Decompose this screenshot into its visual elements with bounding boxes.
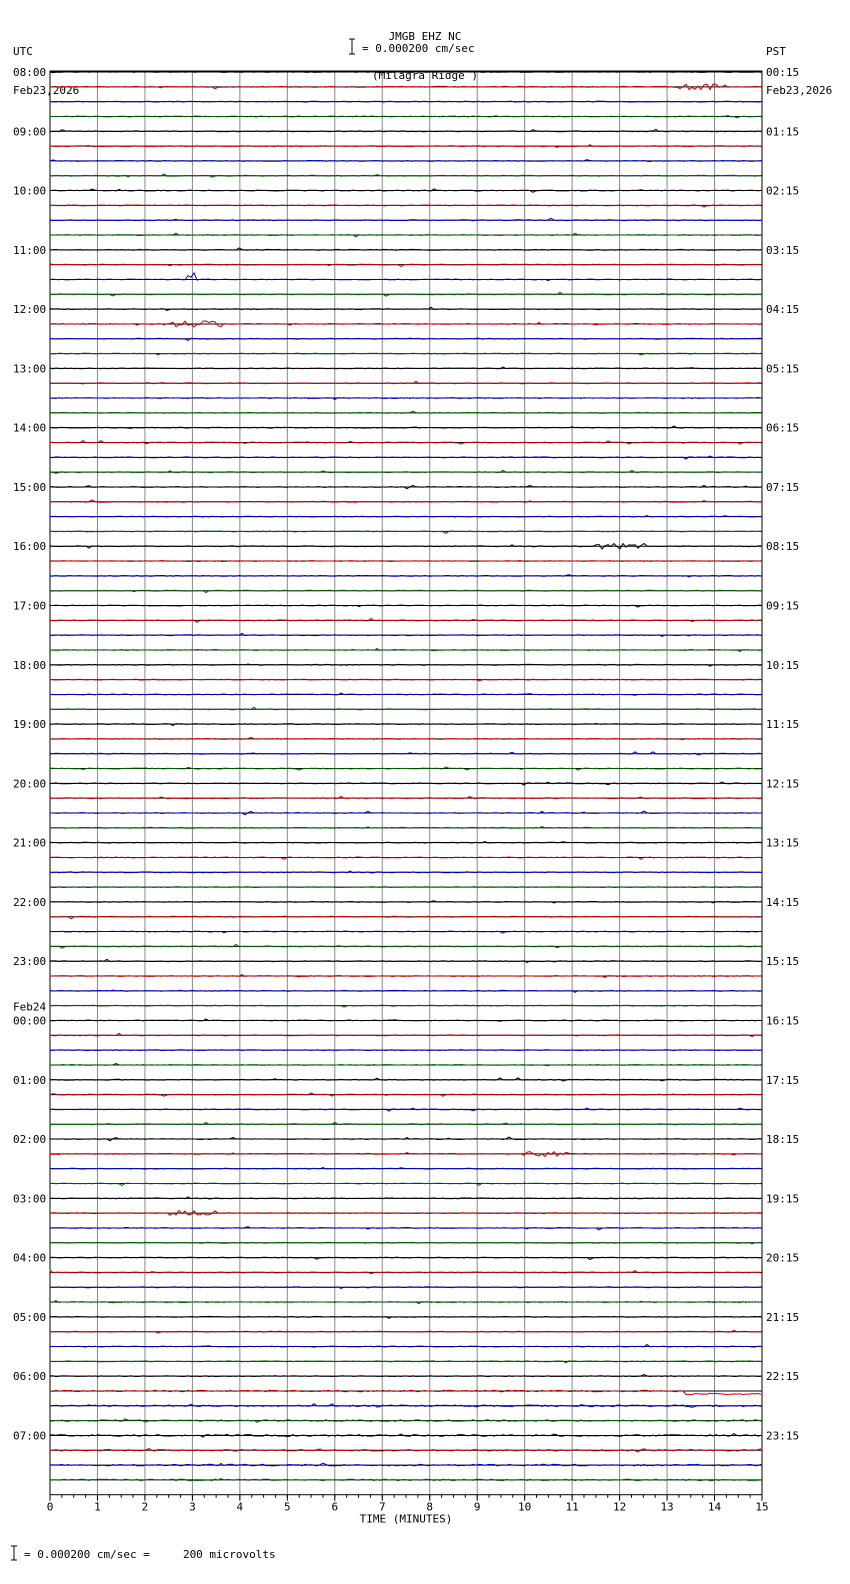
utc-hour-label: 03:00 (13, 1192, 47, 1206)
seismic-trace-55 (50, 887, 761, 888)
seismic-trace-9 (50, 205, 761, 207)
seismic-trace-16 (50, 307, 761, 310)
seismic-trace-92 (50, 1434, 761, 1438)
seismic-trace-47 (50, 767, 761, 770)
utc-hour-label: 11:00 (13, 243, 47, 257)
seismic-trace-0 (50, 72, 761, 73)
x-tick-label: 10 (518, 1500, 532, 1514)
utc-hour-label: 08:00 (13, 66, 47, 79)
seismic-trace-90 (50, 1404, 761, 1408)
seismic-trace-31 (50, 531, 761, 533)
seismic-trace-26 (50, 456, 761, 459)
seismic-trace-20 (50, 367, 761, 369)
x-tick-label: 2 (141, 1500, 149, 1514)
seismic-trace-72 (50, 1137, 761, 1141)
seismic-trace-34 (50, 575, 761, 577)
seismic-trace-36 (50, 605, 761, 607)
seismic-trace-71 (50, 1122, 761, 1124)
seismic-trace-80 (50, 1257, 761, 1259)
station-code: JMGB EHZ NC (388, 30, 462, 43)
seismic-trace-83 (50, 1301, 761, 1304)
seismic-trace-13 (50, 264, 761, 267)
x-tick-label: 5 (284, 1500, 291, 1514)
pst-hour-label: 14:15 (766, 895, 800, 909)
seismic-trace-45 (50, 737, 761, 739)
x-tick-label: 9 (473, 1500, 481, 1514)
utc-hour-label: 18:00 (13, 658, 47, 672)
pst-hour-label: 10:15 (766, 658, 800, 672)
scale-label: = 0.000200 cm/sec (362, 42, 475, 55)
seismic-trace-1 (50, 84, 761, 90)
utc-hour-label: 13:00 (13, 362, 47, 376)
seismic-trace-14 (50, 273, 761, 281)
seismic-trace-88 (50, 1375, 761, 1377)
seismic-trace-60 (50, 959, 761, 962)
pst-hour-label: 19:15 (766, 1192, 800, 1206)
x-tick-label: 0 (46, 1500, 54, 1514)
utc-hour-label: 07:00 (13, 1429, 47, 1443)
x-tick-label: 8 (426, 1500, 434, 1514)
pst-hour-label: 11:15 (766, 718, 800, 732)
seismic-trace-53 (50, 857, 761, 859)
utc-hour-label: 10:00 (13, 184, 47, 198)
seismic-trace-75 (50, 1183, 761, 1185)
seismic-trace-40 (50, 664, 761, 666)
seismic-trace-33 (50, 561, 761, 562)
seismic-trace-48 (50, 782, 761, 785)
x-tick-label: 1 (94, 1500, 101, 1514)
seismic-trace-89 (50, 1390, 761, 1394)
pst-hour-label: 04:15 (766, 303, 800, 317)
seismic-trace-38 (50, 633, 761, 636)
seismic-trace-77 (50, 1211, 761, 1216)
x-tick-label: 15 (755, 1500, 769, 1514)
seismic-trace-50 (50, 811, 761, 815)
utc-hour-label: 01:00 (13, 1073, 47, 1087)
seismic-trace-35 (50, 590, 761, 592)
seismic-trace-41 (50, 679, 761, 681)
pst-hour-label: 06:15 (766, 421, 800, 435)
seismic-trace-39 (50, 649, 761, 652)
utc-hour-label: 05:00 (13, 1310, 47, 1324)
seismic-trace-91 (50, 1419, 761, 1422)
utc-hour-label: 12:00 (13, 303, 47, 317)
seismic-trace-23 (50, 411, 761, 413)
utc-hour-label: 19:00 (13, 718, 47, 732)
seismic-trace-5 (50, 145, 761, 148)
utc-timezone-label: UTC (13, 45, 33, 58)
seismic-trace-93 (50, 1449, 761, 1453)
utc-hour-label: 23:00 (13, 955, 47, 969)
seismic-trace-3 (50, 116, 761, 119)
x-tick-label: 7 (378, 1500, 386, 1514)
pst-hour-label: 07:15 (766, 480, 800, 494)
footer-scale-note: = 0.000200 cm/sec = 200 microvolts (24, 1548, 276, 1561)
seismic-trace-8 (50, 189, 761, 193)
utc-hour-label: 21:00 (13, 836, 47, 850)
date-change-label: Feb24 (13, 1000, 47, 1014)
seismic-trace-69 (50, 1093, 761, 1096)
seismic-trace-49 (50, 796, 761, 798)
utc-hour-label: 04:00 (13, 1251, 47, 1265)
pst-hour-label: 00:15 (766, 66, 800, 79)
seismic-trace-7 (50, 174, 761, 177)
x-tick-label: 13 (660, 1500, 674, 1514)
seismic-trace-43 (50, 707, 761, 709)
seismic-trace-15 (50, 292, 761, 296)
seismic-trace-70 (50, 1108, 761, 1111)
axis-label-group (13, 66, 799, 1526)
seismic-trace-25 (50, 441, 761, 445)
x-tick-label: 3 (189, 1500, 196, 1514)
pst-hour-label: 20:15 (766, 1251, 800, 1265)
utc-hour-label: 00:00 (13, 1014, 47, 1028)
seismic-trace-32 (50, 544, 761, 550)
seismic-trace-59 (50, 944, 761, 948)
seismic-trace-86 (50, 1345, 761, 1348)
pst-hour-label: 01:15 (766, 125, 800, 139)
seismic-trace-56 (50, 901, 761, 903)
pst-date-label: Feb23,2026 (766, 84, 833, 97)
x-tick-label: 14 (707, 1500, 722, 1514)
pst-hour-label: 05:15 (766, 362, 800, 376)
pst-hour-label: 02:15 (766, 184, 800, 198)
pst-hour-label: 15:15 (766, 955, 800, 969)
utc-hour-label: 20:00 (13, 777, 47, 791)
seismic-trace-57 (50, 916, 761, 918)
x-tick-label: 4 (236, 1500, 244, 1514)
seismic-trace-21 (50, 381, 761, 384)
utc-hour-label: 17:00 (13, 599, 47, 613)
pst-hour-label: 21:15 (766, 1310, 800, 1324)
utc-hour-label: 14:00 (13, 421, 47, 435)
trace-group (50, 72, 762, 1481)
utc-hour-label: 22:00 (13, 895, 47, 909)
utc-hour-label: 09:00 (13, 125, 47, 139)
pst-hour-label: 23:15 (766, 1429, 800, 1443)
seismic-trace-11 (50, 233, 761, 237)
pst-hour-label: 16:15 (766, 1014, 800, 1028)
seismic-trace-37 (50, 618, 761, 622)
pst-hour-label: 13:15 (766, 836, 800, 850)
pst-hour-label: 22:15 (766, 1370, 800, 1384)
pst-hour-label: 08:15 (766, 540, 800, 554)
seismic-trace-12 (50, 248, 761, 250)
pst-hour-label: 03:15 (766, 243, 800, 257)
x-tick-label: 12 (612, 1500, 627, 1514)
pst-hour-label: 17:15 (766, 1073, 800, 1087)
seismic-trace-27 (50, 470, 761, 473)
x-axis-title: TIME (MINUTES) (359, 1512, 453, 1526)
pst-hour-label: 09:15 (766, 599, 800, 613)
utc-hour-label: 16:00 (13, 540, 47, 554)
x-tick-label: 11 (565, 1500, 579, 1514)
scale-bar-icon (349, 39, 355, 54)
footer-scale-icon (11, 1546, 17, 1560)
pst-hour-label: 12:15 (766, 777, 800, 791)
pst-hour-label: 18:15 (766, 1133, 800, 1147)
pst-timezone-label: PST (766, 45, 786, 58)
x-tick-label: 6 (331, 1500, 339, 1514)
station-location: (Milagra Ridge ) (372, 69, 478, 82)
seismic-trace-17 (50, 321, 761, 327)
seismic-trace-61 (50, 975, 761, 978)
utc-hour-label: 02:00 (13, 1133, 47, 1147)
utc-hour-label: 15:00 (13, 480, 47, 494)
seismic-trace-58 (50, 931, 761, 933)
utc-date-label: Feb23,2026 (13, 84, 80, 97)
utc-hour-label: 06:00 (13, 1370, 47, 1384)
